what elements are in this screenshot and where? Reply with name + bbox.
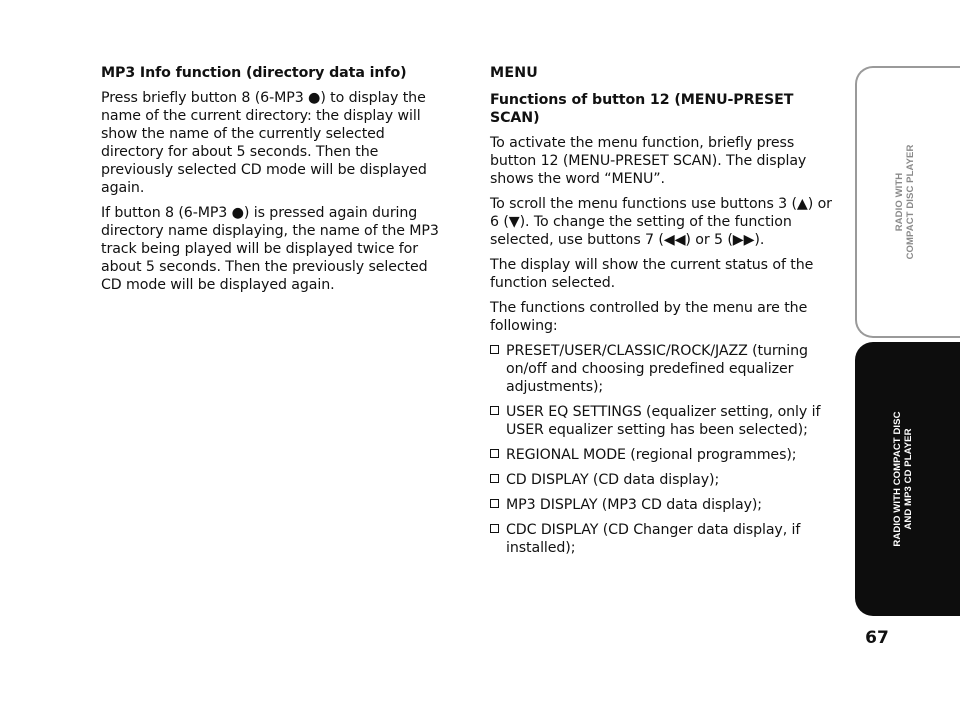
- list-item: REGIONAL MODE (regional programmes);: [490, 446, 840, 464]
- right-column: [490, 64, 840, 564]
- menu-subheading: Functions of button 12 (MENU-PRESET SCAN): [490, 92, 794, 126]
- list-item: PRESET/USER/CLASSIC/ROCK/JAZZ (turning on/off and choosing predefined equalizer adjustments);: [490, 342, 840, 396]
- mp3-info-paragraph-2: If button 8 (6-MP3 ●) is pressed again during directory name displaying, the name of the MP3 track being played will be displayed twice for about 5 seconds. Then the previously selected CD mode will be displayed again.: [101, 205, 439, 293]
- menu-section-title: MENU: [490, 65, 539, 81]
- checkbox-bullet-icon: [490, 524, 499, 533]
- menu-functions-list: [490, 342, 840, 557]
- checkbox-bullet-icon: [490, 474, 499, 483]
- section-tab-label: RADIO WITH COMPACT DISC PLAYER: [893, 144, 916, 260]
- checkbox-bullet-icon: [490, 449, 499, 458]
- list-item: MP3 DISPLAY (MP3 CD data display);: [490, 496, 840, 514]
- checkbox-bullet-icon: [490, 345, 499, 354]
- page-number: 67: [865, 628, 889, 648]
- list-item: USER EQ SETTINGS (equalizer setting, only if USER equalizer setting has been selected);: [490, 403, 840, 439]
- left-column: [101, 64, 446, 301]
- menu-paragraph-4: The functions controlled by the menu are the following:: [490, 300, 808, 334]
- mp3-info-heading: MP3 Info function (directory data info): [101, 65, 407, 81]
- checkbox-bullet-icon: [490, 499, 499, 508]
- list-item: CD DISPLAY (CD data display);: [490, 471, 840, 489]
- menu-paragraph-1: To activate the menu function, briefly press button 12 (MENU-PRESET SCAN). The display shows the word “MENU”.: [490, 135, 807, 187]
- section-tab-radio-cd[interactable]: [855, 66, 960, 338]
- menu-paragraph-3: The display will show the current status of the function selected.: [490, 257, 814, 291]
- section-tab-radio-cd-mp3[interactable]: [855, 342, 960, 616]
- list-item: CDC DISPLAY (CD Changer data display, if installed);: [490, 521, 840, 557]
- mp3-info-paragraph-1: Press briefly button 8 (6-MP3 ●) to display the name of the current directory: the display will show the name of the currently selected directory for about 5 seconds. Then the previously selected CD mode will be displayed again.: [101, 90, 427, 196]
- menu-paragraph-2: To scroll the menu functions use buttons 3 (▲) or 6 (▼). To change the setting of the function selected, use buttons 7 (◀◀) or 5 (▶▶).: [490, 196, 832, 248]
- checkbox-bullet-icon: [490, 406, 499, 415]
- section-tab-label: RADIO WITH COMPACT DISC AND MP3 CD PLAYER: [892, 411, 915, 547]
